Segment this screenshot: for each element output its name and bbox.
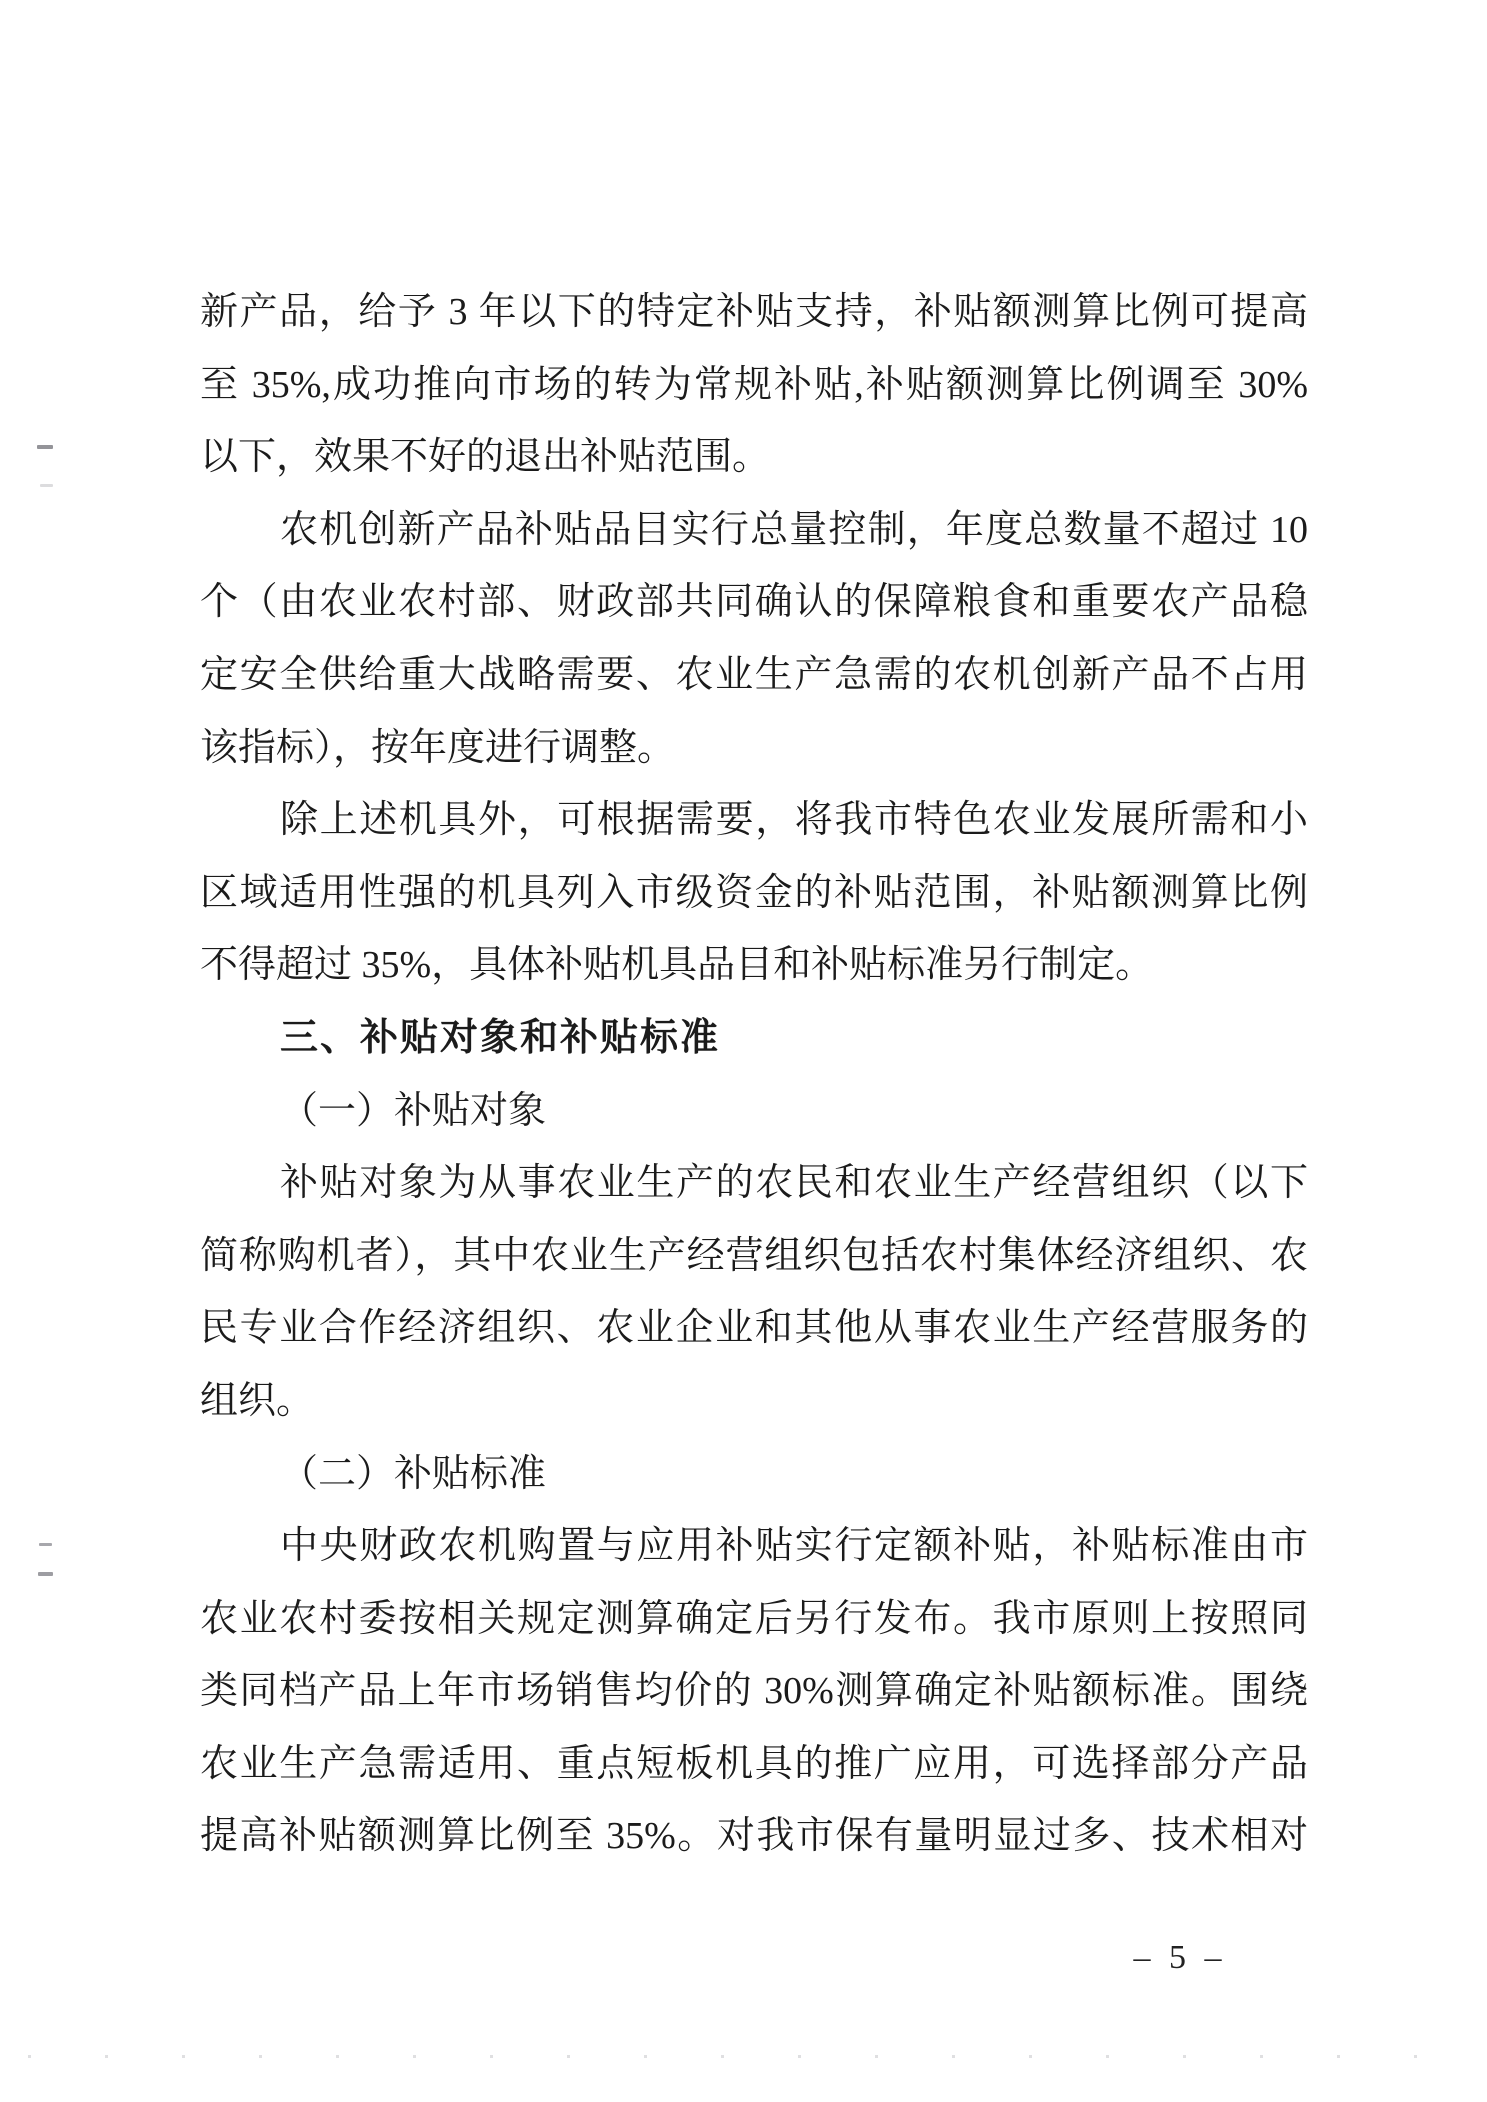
subsection-heading: （一）补贴对象 (280, 1089, 547, 1132)
text-line: 组织。 (200, 1379, 315, 1422)
text-line: 定安全供给重大战略需要、农业生产急需的农机创新产品不占用 (200, 653, 1308, 696)
text-line: 民专业合作经济组织、农业企业和其他从事农业生产经营服务的 (200, 1307, 1308, 1350)
text-line: 不得超过 35%，具体补贴机具品目和补贴标准另行制定。 (200, 944, 1154, 987)
section-heading: 三、补贴对象和补贴标准 (280, 1016, 721, 1059)
text-line: 至 35%,成功推向市场的转为常规补贴,补贴额测算比例调至 30% (200, 363, 1308, 406)
scan-artifact-mark (39, 1543, 52, 1546)
text-line: 简称购机者），其中农业生产经营组织包括农村集体经济组织、农 (200, 1234, 1308, 1277)
text-line: 类同档产品上年市场销售均价的 30%测算确定补贴额标准。围绕 (200, 1670, 1308, 1713)
document-body (200, 276, 1308, 1873)
subsection-heading: （二）补贴标准 (280, 1452, 547, 1495)
text-line: 以下，效果不好的退出补贴范围。 (200, 436, 771, 479)
text-line: 农机创新产品补贴品目实行总量控制，年度总数量不超过 10 (280, 508, 1308, 551)
text-line: 农业农村委按相关规定测算确定后另行发布。我市原则上按照同 (200, 1597, 1308, 1640)
text-line: 个（由农业农村部、财政部共同确认的保障粮食和重要农产品稳 (200, 581, 1308, 624)
text-line: 提高补贴额测算比例至 35%。对我市保有量明显过多、技术相对 (200, 1815, 1308, 1858)
text-line: 中央财政农机购置与应用补贴实行定额补贴，补贴标准由市 (280, 1525, 1308, 1568)
text-line: 新产品，给予 3 年以下的特定补贴支持，补贴额测算比例可提高 (200, 291, 1308, 333)
text-line: 农业生产急需适用、重点短板机具的推广应用，可选择部分产品 (200, 1742, 1308, 1785)
scan-artifact-mark (37, 445, 53, 449)
text-line: 除上述机具外，可根据需要，将我市特色农业发展所需和小 (280, 799, 1308, 842)
page-number: – 5 – (1133, 1939, 1227, 1976)
text-line: 补贴对象为从事农业生产的农民和农业生产经营组织（以下 (280, 1162, 1308, 1205)
scan-artifact-dotted-line (28, 2055, 1459, 2058)
text-line: 该指标），按年度进行调整。 (200, 726, 676, 769)
scan-artifact-mark (38, 1572, 53, 1576)
text-line: 区域适用性强的机具列入市级资金的补贴范围，补贴额测算比例 (200, 871, 1308, 914)
scan-artifact-mark (40, 484, 53, 487)
